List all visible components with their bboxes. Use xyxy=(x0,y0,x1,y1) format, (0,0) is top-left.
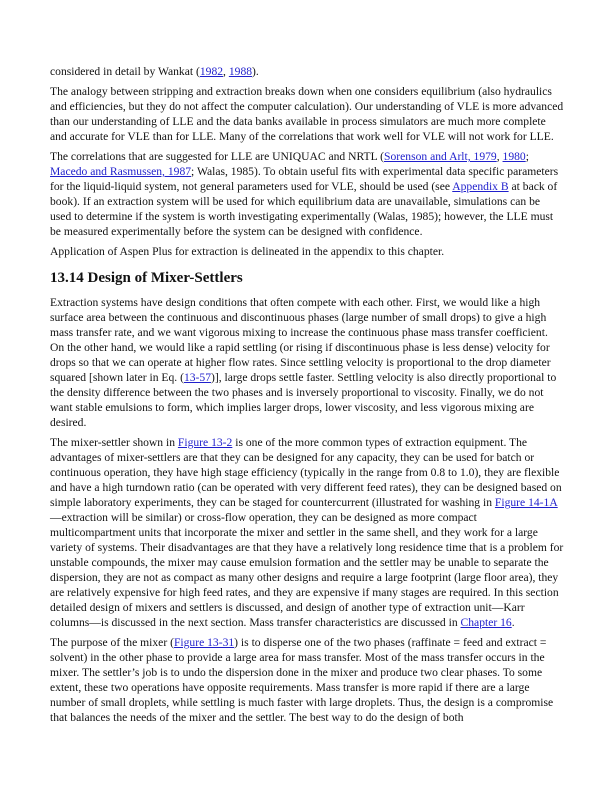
paragraph-lle-correlations: The correlations that are suggested for LLE are UNIQUAC and NRTL (Sorenson and Arlt, 1979, 1980; Macedo and Rasmussen, 1987; Walas, 1985). To obtain useful fits with experimental data specific parameters for the liquid-liquid system, not general parameters used for VLE, should be used (see Appendix B at back of book). If an extraction system will be used for which equilibrium data are unavailable, simulations can be used to determine if the system is worth investigating experimentally (Walas, 1985); however, the LLE must be measured experimentally before the system can be designed with confidence. xyxy=(50,150,559,238)
link-appendix-b[interactable]: Appendix B xyxy=(452,180,509,193)
section-heading: 13.14 Design of Mixer-Settlers xyxy=(50,270,243,286)
paragraph-stripping-analogy: The analogy between stripping and extraction breaks down when one considers equilibrium (also hydraulics and efficiencies, but they do not affect the computer calculation). Our understanding of VLE is more advanced than our understanding of LLE and the data banks available in process simulators are much more complete and accurate for VLE than for LLE. Many of the correlations that work well for VLE will not work for LLE. xyxy=(50,85,564,143)
paragraph-mixer-purpose: The purpose of the mixer (Figure 13-31) is to disperse one of the two phases (raffinate = feed and extract = solvent) in the other phase to provide a large area for mass transfer. Most of the mass transfer occurs in the mixer. The settler’s job is to undo the dispersion done in the mixer and produce two clear phases. To some extent, these two operations have opposite requirements. Mass transfer is more rapid if there are a large number of small droplets, while settling is much faster with large droplets. Thus, the design is a compromise that balances the needs of the mixer and the settler. The best way to do the design of both xyxy=(50,636,554,724)
paragraph-design-conditions: Extraction systems have design conditions that often compete with each other. First, we would like a high surface area between the continuous and discontinuous phases (large number of small drops) to give a high mass transfer rate, and we want vigorous mixing to increase the continuous phase mass transfer coefficient. On the other hand, we would like a rapid settling (or rising if discontinuous phase is less dense) velocity for drops so that we can operate at higher flow rates. Since settling velocity is proportional to the drop diameter squared [shown later in Eq. (13-57)], large drops settle faster. Settling velocity is also directly proportional to the density difference between the two phases and is inversely proportional to viscosity. Finally, we do not want stable emulsions to form, which implies larger drops, lower viscosity, and less vigorous mixing are desired. xyxy=(50,296,557,429)
link-sorenson-arlt-1979[interactable]: Sorenson and Arlt, 1979 xyxy=(384,150,497,163)
link-chapter-16[interactable]: Chapter 16 xyxy=(460,616,512,629)
link-eq-13-57[interactable]: 13-57 xyxy=(183,371,211,384)
link-figure-13-2[interactable]: Figure 13-2 xyxy=(177,436,233,449)
link-1980[interactable]: 1980 xyxy=(502,150,526,163)
link-figure-14-1a[interactable]: Figure 14-1A xyxy=(494,496,558,509)
paragraph-aspen-plus: Application of Aspen Plus for extraction is delineated in the appendix to this chapter. xyxy=(50,245,445,258)
link-figure-13-31[interactable]: Figure 13-31 xyxy=(173,636,235,649)
link-macedo-rasmussen-1987[interactable]: Macedo and Rasmussen, 1987 xyxy=(50,165,192,178)
paragraph-wankat-reference: considered in detail by Wankat (1982, 1988). xyxy=(50,65,259,78)
paragraph-mixer-settler-advantages: The mixer-settler shown in Figure 13-2 is one of the more common types of extraction equipment. The advantages of mixer-settlers are that they can be designed for any capacity, they can be used for batch or continuous operation, they have high stage efficiency (typically in the range from 0.8 to 1.0), they are flexible and have a high turndown ratio (can be operated with very different feed rates), they can be designed based on simple laboratory experiments, they can be staged for countercurrent (illustrated for washing in Figure 14-1A—extraction will be similar) or cross-flow operation, they can be designed as more compact multicompartment units that incorporate the mixer and settler in the same shell, and they work for a large variety of systems. Their disadvantages are that they have a relatively long residence time that is a problem for unstable compounds, the mixer may cause emulsion formation and the settler may be unable to separate the dispersion, they are not as compact as many other designs and require a large footprint (large floor area), they are relatively expensive for high feed rates, and they are expensive if many stages are required. In this section detailed design of mixers and settlers is discussed, and design of another type of extraction unit—Karr columns—is discussed in the next section. Mass transfer characteristics are discussed in Chapter 16. xyxy=(50,436,564,629)
link-1982[interactable]: 1982 xyxy=(199,65,224,78)
link-1988[interactable]: 1988 xyxy=(228,65,253,78)
